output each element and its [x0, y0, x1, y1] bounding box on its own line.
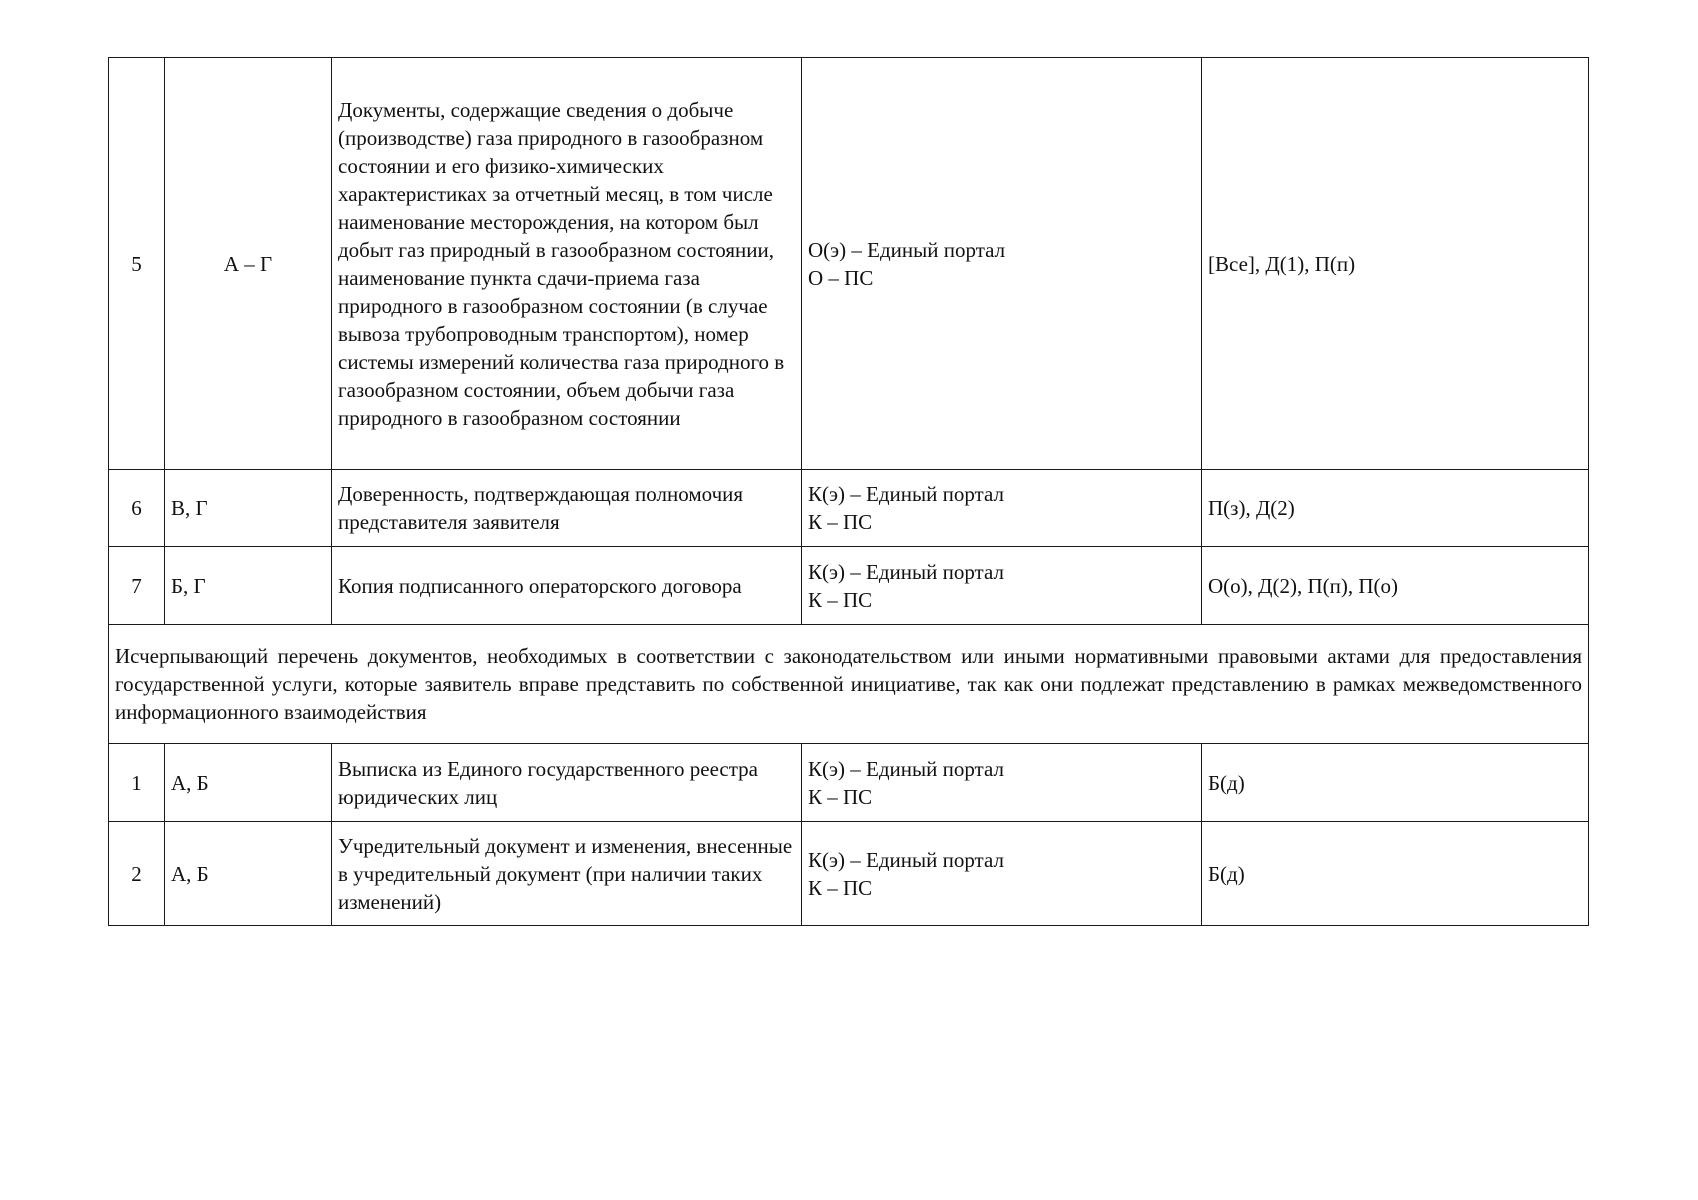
submission-method: [802, 58, 1202, 470]
applicant-categories: А – Г: [165, 58, 332, 470]
row-number: 1: [109, 744, 165, 822]
section-row: [109, 625, 1589, 744]
submission-method-line: К – ПС: [808, 510, 873, 534]
document-description: Выписка из Единого государственного реестра юридических лиц: [332, 744, 802, 822]
submission-method-line: К(э) – Единый портал: [808, 847, 1004, 872]
document-description: Учредительный документ и изменения, внесенные в учредительный документ (при наличии таких изменений): [332, 822, 802, 926]
document-codes: Б(д): [1202, 744, 1589, 822]
table-row: [109, 822, 1589, 926]
document-codes: О(о), Д(2), П(п), П(о): [1202, 547, 1589, 625]
row-number: 7: [109, 547, 165, 625]
document-description: Доверенность, подтверждающая полномочия представителя заявителя: [332, 470, 802, 547]
submission-method: [802, 547, 1202, 625]
document-description: Копия подписанного операторского договора: [332, 547, 802, 625]
submission-method-line: К(э) – Единый портал: [808, 559, 1004, 584]
document-codes: Б(д): [1202, 822, 1589, 926]
submission-method-line: К – ПС: [808, 875, 873, 900]
submission-method-line: К(э) – Единый портал: [808, 482, 1004, 506]
documents-table: [108, 57, 1589, 926]
submission-method: [802, 744, 1202, 822]
submission-method-line: К – ПС: [808, 784, 873, 809]
submission-method: [802, 470, 1202, 547]
document-description: Документы, содержащие сведения о добыче (производстве) газа природного в газообразном состоянии и его физико-химических характеристиках за отчетный месяц, в том числе наименование месторождения, на котором был добыт газ природный в газообразном состоянии, наименование пункта сдачи-приема газа природного в газообразном состоянии (в случае вывоза трубопроводным транспортом), номер системы измерений количества газа природного в газообразном состоянии, объем добычи газа природного в газообразном состоянии: [332, 58, 802, 470]
submission-method-line: К – ПС: [808, 587, 873, 612]
row-number: 2: [109, 822, 165, 926]
applicant-categories: Б, Г: [165, 547, 332, 625]
table-row: [109, 470, 1589, 547]
row-number: 6: [109, 470, 165, 547]
table-row: [109, 744, 1589, 822]
row-number: 5: [109, 58, 165, 470]
table-row: [109, 58, 1589, 470]
document-codes: П(з), Д(2): [1202, 470, 1589, 547]
applicant-categories: А, Б: [165, 744, 332, 822]
submission-method-line: О(э) – Единый портал: [808, 237, 1006, 262]
submission-method: [802, 822, 1202, 926]
submission-method-line: О – ПС: [808, 265, 874, 290]
section-heading: Исчерпывающий перечень документов, необходимых в соответствии с законодательством или иными нормативными правовыми актами для предоставления государственной услуги, которые заявитель вправе представить по собственной инициативе, так как они подлежат представлению в рамках межведомственного информационного взаимодействия: [109, 625, 1589, 744]
table-row: [109, 547, 1589, 625]
document-codes: [Все], Д(1), П(п): [1202, 58, 1589, 470]
applicant-categories: В, Г: [165, 470, 332, 547]
submission-method-line: К(э) – Единый портал: [808, 756, 1004, 781]
applicant-categories: А, Б: [165, 822, 332, 926]
